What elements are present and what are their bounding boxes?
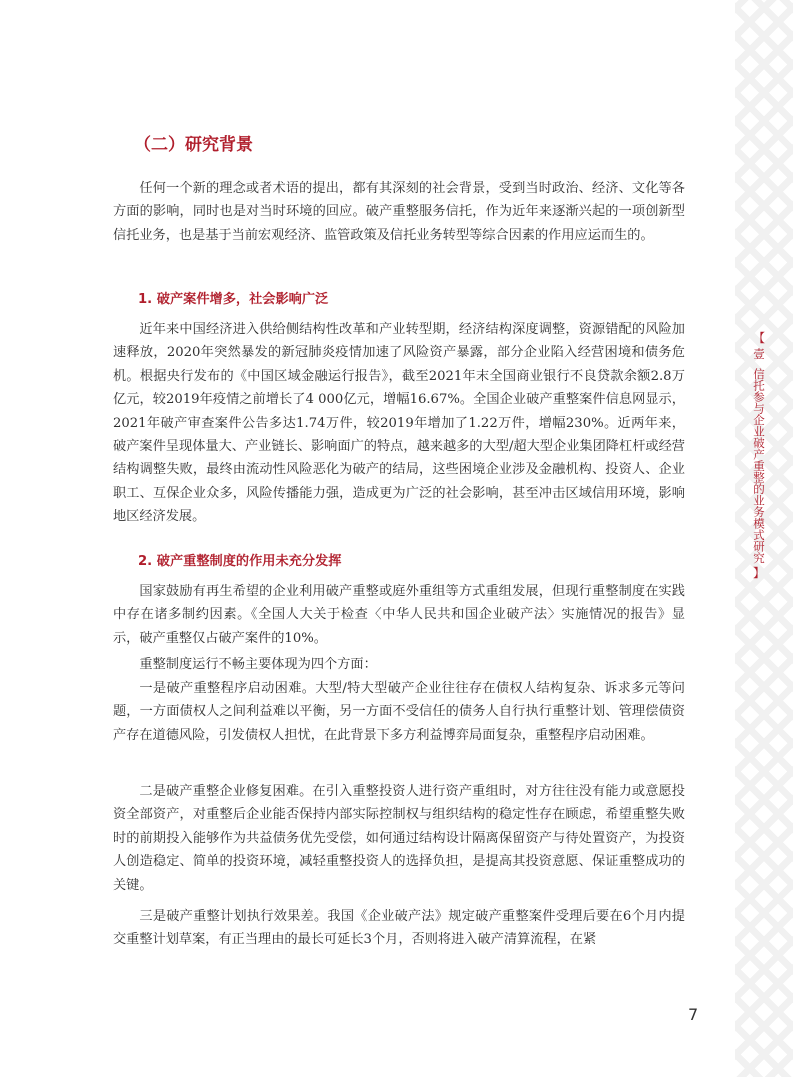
side-close-bracket: 】: [752, 566, 765, 580]
subsection-2-paragraph-1: 国家鼓励有再生希望的企业利用破产重整或庭外重组等方式重组发展，但现行重整制度在实践中存在诸多制约因素。《全国人大关于检查〈中华人民共和国企业破产法〉实施情况的报告》显示，破产重整仅占破产案件的10%。: [113, 584, 685, 646]
subsection-2-paragraph-3: 一是破产重整程序启动困难。大型/特大型破产企业往往存在债权人结构复杂、诉求多元等问题，一方面债权人之间利益难以平衡，另一方面不受信任的债务人自行执行重整计划、管理偿债资产存在道德风险，引发债权人担忧，在此背景下多方利益博弈局面复杂，重整程序启动困难。: [113, 681, 685, 743]
subsection-1-paragraph: 近年来中国经济进入供给侧结构性改革和产业转型期，经济结构深度调整，资源错配的风险加速释放，2020年突然暴发的新冠肺炎疫情加速了风险资产暴露，部分企业陷入经营困境和债务危机。根据央行发布的《中国区域金融运行报告》，截至2021年末全国商业银行不良贷款余额2.8万亿元，较2019年疫情之前增长了4 000亿元，增幅16.67%。全国企业破产重整案件信息网显示，2021年破产审查案件公告多达1.74万件，较2019年增加了1.22万件，增幅230%。近两年来，破产案件呈现体量大、产业链长、影响面广的特点，越来越多的大型/超大型企业集团降杠杆或经营结构调整失败，最终由流动性风险恶化为破产的结局，这些困境企业涉及金融机构、投资人、企业职工、互保企业众多，风险传播能力强，造成更为广泛的社会影响，甚至冲击区域信用环境，影响地区经济发展。: [113, 322, 685, 525]
subsection-2-heading: 2. 破产重整制度的作用未充分发挥: [138, 554, 342, 569]
subsection-2-paragraph-2: 重整制度运行不畅主要体现为四个方面：: [139, 657, 377, 672]
intro-paragraph: 任何一个新的理念或者术语的提出，都有其深刻的社会背景，受到当时政治、经济、文化等各方面的影响，同时也是对当时环境的回应。破产重整服务信托，作为近年来逐渐兴起的一项创新型信托业务，也是基于当前宏观经济、监管政策及信托业务转型等综合因素的作用应运而生的。: [113, 181, 685, 243]
subsection-1-heading: 1. 破产案件增多，社会影响广泛: [138, 292, 329, 307]
page-number: 7: [688, 1005, 699, 1024]
side-open-bracket: 【: [752, 331, 765, 345]
subsection-2-paragraph-4: 二是破产重整企业修复困难。在引入重整投资人进行资产重组时，对方往往没有能力或意愿投资全部资产，对重整后企业能否保持内部实际控制权与组织结构的稳定性存在顾虑，希望重整失败时的前期投入能够作为共益债务优先受偿，如何通过结构设计隔离保留资产与待处置资产，为投资人创造稳定、简单的投资环境，减轻重整投资人的选择负担，是提高其投资意愿、保证重整成功的关键。: [113, 784, 685, 893]
side-chapter-label: [749, 332, 769, 579]
section-title: （二）研究背景: [134, 135, 253, 155]
side-chapter-title: 信托参与企业破产重整的业务模式研究: [752, 367, 766, 563]
side-chapter-number: 壹: [752, 348, 766, 360]
subsection-2-paragraph-5: 三是破产重整计划执行效果差。我国《企业破产法》规定破产重整案件受理后要在6个月内提交重整计划草案，有正当理由的最长可延长3个月，否则将进入破产清算流程，在紧: [113, 909, 685, 948]
